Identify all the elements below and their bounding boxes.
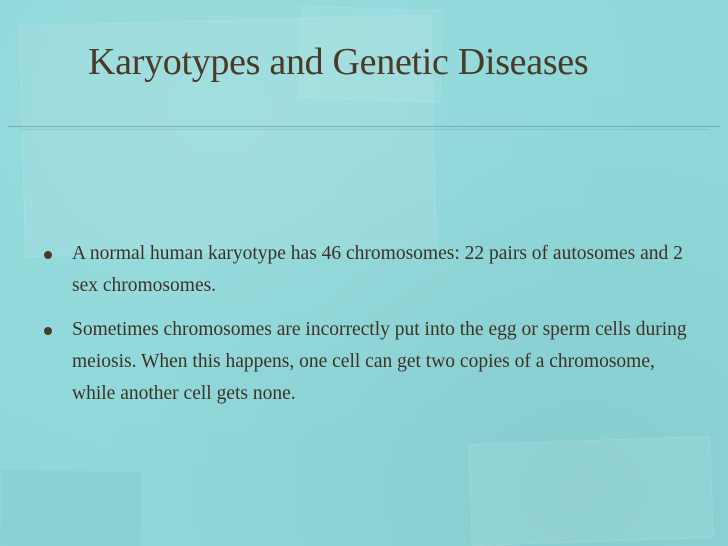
- title-divider: [8, 126, 720, 127]
- bullet-list: [0, 238, 728, 422]
- bullet-text: Sometimes chromosomes are incorrectly put into the egg or sperm cells during meiosis. When this happens, one cell can get two copies of a chromosome, while another cell gets none.: [72, 319, 687, 404]
- bullet-item: [0, 314, 728, 410]
- background-texture: [468, 436, 713, 546]
- slide-title: Karyotypes and Genetic Diseases: [88, 41, 589, 83]
- background-texture: [0, 469, 143, 546]
- bullet-dot-icon: [44, 251, 52, 259]
- bullet-dot-icon: [44, 327, 52, 335]
- bullet-item: [0, 238, 728, 302]
- title-divider-shadow: [20, 129, 710, 130]
- bullet-text: A normal human karyotype has 46 chromosomes: 22 pairs of autosomes and 2 sex chromosomes.: [72, 243, 683, 296]
